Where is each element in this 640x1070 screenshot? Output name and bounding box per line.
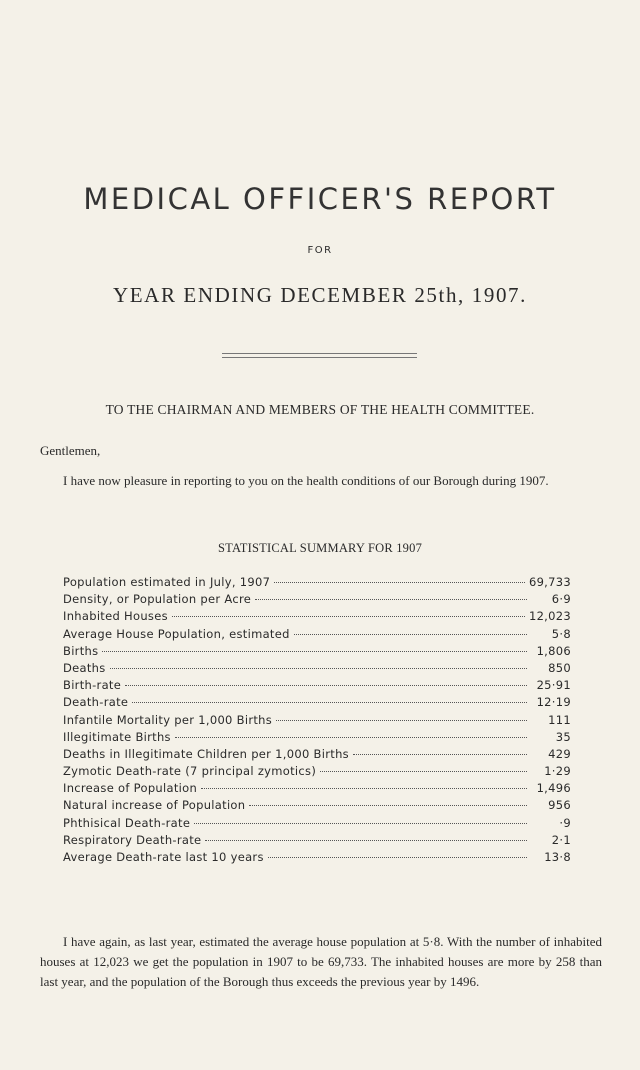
stat-row [63,850,571,867]
statistics-table [63,575,571,867]
stat-value: 429 [548,746,571,761]
dot-leader [102,651,527,652]
stat-label: Average House Population, estimated [63,626,290,641]
stat-label: Inhabited Houses [63,609,168,624]
stat-label: Birth-rate [63,678,122,693]
stat-value: ·9 [559,815,571,830]
stat-label: Population estimated in July, 1907 [63,575,271,589]
stat-label: Death-rate [63,695,129,710]
dot-leader [125,685,527,686]
dot-leader [201,788,527,789]
stat-value: 12,023 [528,609,571,624]
stat-row [63,730,571,747]
stat-row [63,592,571,609]
stat-label: Average Death-rate last 10 years [63,850,264,864]
stat-value: 956 [548,798,571,813]
stat-row [63,627,571,644]
stat-row [63,713,571,730]
dot-leader [320,771,527,772]
stat-label: Phthisical Death-rate [63,815,191,830]
stat-value: 111 [548,712,571,727]
stat-label: Zymotic Death-rate (7 principal zymotics) [63,764,317,779]
dot-leader [110,668,527,669]
stat-label: Natural increase of Population [63,798,246,813]
stat-value: 13·8 [544,850,571,864]
stat-label: Births [63,643,99,658]
stat-row [63,764,571,781]
dot-leader [268,857,527,858]
stat-row [63,781,571,798]
stat-row [63,747,571,764]
divider-rule [222,357,417,358]
dot-leader [175,737,527,738]
stat-row [63,644,571,661]
for-label: FOR [307,245,333,256]
dot-leader [205,840,527,841]
stat-label: Deaths [63,660,106,675]
stat-value: 2·1 [551,832,571,847]
address-line: TO THE CHAIRMAN AND MEMBERS OF THE HEALTH COMMITTEE. [105,402,535,417]
stat-label: Density, or Population per Acre [63,592,252,607]
dot-leader [249,805,527,806]
salutation: Gentlemen, [40,443,101,458]
year-line: YEAR ENDING DECEMBER 25th, 1907. [112,283,528,307]
stat-value: 850 [548,660,571,675]
stat-value: 1·29 [544,764,571,779]
stat-value: 1,806 [536,643,571,658]
stat-value: 25·91 [536,678,571,693]
stat-row [63,816,571,833]
dot-leader [194,823,527,824]
stat-label: Increase of Population [63,781,198,796]
stat-value: 1,496 [536,781,571,796]
dot-leader [255,599,527,600]
stat-row [63,609,571,626]
intro-paragraph: I have now pleasure in reporting to you on the health conditions of our Borough during 1907. [63,473,549,488]
stat-value: 69,733 [528,575,571,589]
stat-label: Deaths in Illegitimate Children per 1,000 Births [63,746,349,761]
stat-row [63,833,571,850]
stat-value: 35 [555,729,571,744]
stat-row [63,695,571,712]
stat-value: 5·8 [551,626,571,641]
stat-row [63,678,571,695]
stat-label: Illegitimate Births [63,729,171,744]
stat-value: 12·19 [536,695,571,710]
dot-leader [276,720,527,721]
closing-paragraph: I have again, as last year, estimated the average house population at 5·8. With the number of inhabited houses at 12,023 we get the population in 1907 to be 69,733. The inhabited houses are more by 258 than last year, and the population of the Borough thus exceeds the previous year by 1496. [40,934,602,989]
report-title: MEDICAL OFFICER'S REPORT [83,182,557,216]
divider-rule [222,353,417,354]
stat-row [63,798,571,815]
dot-leader [172,616,525,617]
stat-label: Respiratory Death-rate [63,832,202,847]
section-heading: STATISTICAL SUMMARY FOR 1907 [217,541,423,555]
dot-leader [132,702,527,703]
stat-label: Infantile Mortality per 1,000 Births [63,712,273,727]
stat-row [63,575,571,592]
stat-row [63,661,571,678]
dot-leader [274,582,525,583]
dot-leader [294,634,527,635]
stat-value: 6·9 [551,592,571,607]
dot-leader [353,754,527,755]
